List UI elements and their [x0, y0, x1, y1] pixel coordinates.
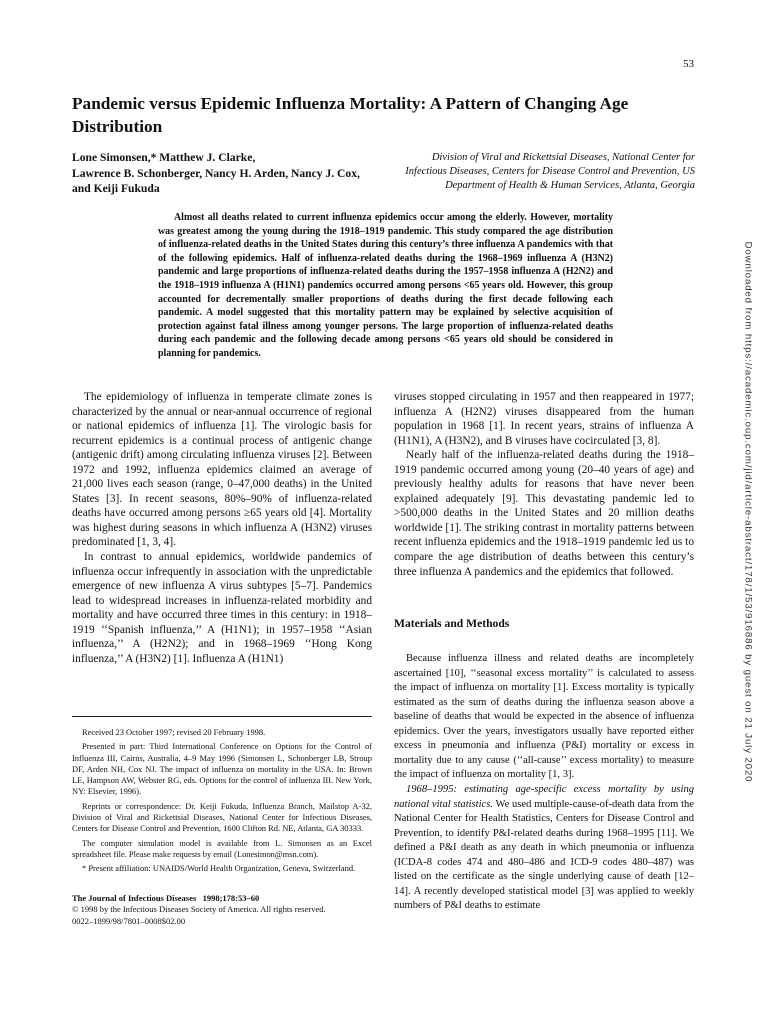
left-column [72, 390, 372, 666]
abstract: Almost all deaths related to current influenza epidemics occur among the elderly. However, mortality was greatest among the young during the 1918–1919 pandemic. This study compared the age distribution of influenza-related deaths in the United States during this century’s three influenza A pandemics with that of the following epidemics. Half of influenza-related deaths during the 1968–1969 influenza A (H3N2) pandemic and large proportions of influenza-related deaths during the 1957–1958 influenza A (H2N2) and the 1918–1919 influenza A (H1N1) pandemics occurred among persons <65 years old. However, this group accounted for decrementally smaller proportions of deaths during the first decade following each pandemic. A model suggested that this mortality pattern may be explained by selective acquisition of protection against fatal illness among younger persons. The large proportion of influenza-related deaths during each pandemic and the following decade among persons <65 years old should be considered in planning for pandemics. [158, 212, 613, 359]
footnote: Received 23 October 1997; revised 20 February 1998. [82, 727, 266, 737]
journal-citation-line [72, 893, 392, 904]
author-line: Lawrence B. Schonberger, Nancy H. Arden, Nancy J. Cox, [72, 166, 360, 180]
body-paragraph: In contrast to annual epidemics, worldwide pandemics of influenza occur infrequently in association with the unpredictable emergence of new influenza A virus subtypes [5–7]. Pandemics lead to widespread increases in influenza-related morbidity and mortality and have occurred three times in this century: in 1918–1919 ‘‘Spanish influenza,’’ A (H1N1); in 1957–1958 ‘‘Asian influenza,’’ A (H2N2); and in 1968–1969 ‘‘Hong Kong influenza,’’ A (H3N2) [1]. Influenza A (H1N1) [72, 551, 372, 665]
footnote: * Present affiliation: UNAIDS/World Health Organization, Geneva, Switzerland. [82, 863, 356, 874]
affiliation-line: Department of Health & Human Services, Atlanta, Georgia [445, 180, 695, 192]
body-paragraph: Nearly half of the influenza-related deaths during the 1918–1919 pandemic occurred among young (20–40 years of age) and previously healthy adults for reasons that have never been explained adequately [9]. This devastating pandemic led to >500,000 deaths in the United States and 20 million deaths worldwide [1]. The striking contrast in mortality patterns between recent influenza epidemics and the 1918–1919 pandemic led us to compare the age distribution of deaths between this century’s three influenza A pandemics and the epidemics that followed. [394, 449, 694, 578]
author-line: and Keiji Fukuda [72, 182, 160, 195]
affiliation [395, 151, 695, 194]
footnote: The computer simulation model is available from L. Simonsen as an Excel spreadsheet file. Please make requests by email (Lonesimon@msn.com). [72, 837, 372, 859]
section-heading: Materials and Methods [394, 617, 510, 631]
article-title: Pandemic versus Epidemic Influenza Mortality: A Pattern of Changing Age Distribution [72, 94, 629, 136]
body-paragraph: The epidemiology of influenza in temperate climate zones is characterized by the annual or near-annual occurrence of regional or national epidemics of influenza [1]. The virologic basis for recurrent epidemics is a continual process of antigenic change (antigenic drift) among circulating influenza viruses [2]. Between 1972 and 1992, influenza epidemics claimed an average of 21,000 lives each season (range, 0–47,000 deaths) in the United States [3]. In recent seasons, 80%–90% of influenza-related deaths have occurred among persons ≥65 years old [4]. Mortality was highest during seasons in which influenza A (H3N2) viruses predominated [1, 3, 4]. [72, 391, 372, 549]
footnote: Presented in part: Third International Conference on Options for the Control of Influenza III, Cairns, Australia, 4–9 May 1996 (Simonsen L, Schonberger LB, Stroup DF, Arden NH, Cox NJ. The impact of influenza on mortality in the USA. In: Brown LE, Hampson AW, Webster RG, eds. Options for the control of influenza III. New York, NY: Elsevier, 1996). [72, 741, 372, 797]
journal-citation: 1998;178:53–60 [202, 893, 260, 903]
affiliation-line: Division of Viral and Rickettsial Diseases, National Center for [431, 152, 695, 163]
copyright: © 1998 by the Infectious Diseases Society of America. All rights reserved. [72, 904, 326, 915]
journal-title: The Journal of Infectious Diseases [72, 893, 197, 903]
footnote: Reprints or correspondence: Dr. Keiji Fukuda, Influenza Branch, Mailstop A-32, Division of Viral and Rickettsial Diseases, National Center for Infectious Diseases, Centers for Disease Control and Prevention, 1600 Clifton Rd. NE, Atlanta, GA 30333. [72, 800, 372, 834]
author-line: Lone Simonsen,* Matthew J. Clarke, [72, 151, 256, 164]
methods-paragraph: Because influenza illness and related deaths are incompletely ascertained [10], ‘‘seasonal excess mortality’’ is calculated to assess the impact of influenza on mortality [1]. Excess mortality is typically estimated as the sum of deaths during the influenza season above a baseline of deaths that would be expected in the absence of influenza epidemics. Over the years, investigators usually have reported either excess in pneumonia and influenza (P&I) mortality or excess in mortality due to any cause (‘‘all-cause’’ excess mortality) to measure the impact of influenza on mortality [1, 3]. [394, 653, 694, 781]
author-list [72, 150, 392, 197]
download-watermark: Downloaded from https://academic.oup.com/jid/article-abstract/178/1/53/916886 by guest on 21 July 2020 [742, 241, 754, 783]
methods-paragraph [394, 783, 694, 914]
affiliation-line: Infectious Diseases, Centers for Disease Control and Prevention, US [405, 166, 695, 178]
journal-code: 0022–1899/98/7801–0008$02.00 [72, 915, 186, 926]
methods-subsection-body: We used multiple-cause-of-death data from the National Center for Health Statistics, Centers for Disease Control and Prevention, to identify P&I-related deaths during 1968–1995 [11]. We defined a P&I death as any death in which pneumonia or influenza (ICDA-8 codes 474 and 480–486 and ICD-9 codes 480–487) was listed on the certificate as the single underlying cause of death [12–14]. A recently developed statistical model [3] was applied to weekly numbers of P&I deaths to estimate [394, 798, 694, 912]
methods-subsection-lead: 1968–1995: estimating age-specific excess mortality by using national vital statistics. [394, 784, 694, 810]
right-column [394, 390, 694, 914]
page-number: 53 [683, 58, 694, 70]
body-paragraph: viruses stopped circulating in 1957 and then reappeared in 1977; influenza A (H2N2) viruses disappeared from the human population in 1968 [1]. In recent years, strains of influenza A (H1N1), A (H3N2), and B viruses have cocirculated [3, 8]. [394, 391, 694, 447]
journal-info [72, 893, 392, 927]
footnotes [72, 716, 372, 878]
